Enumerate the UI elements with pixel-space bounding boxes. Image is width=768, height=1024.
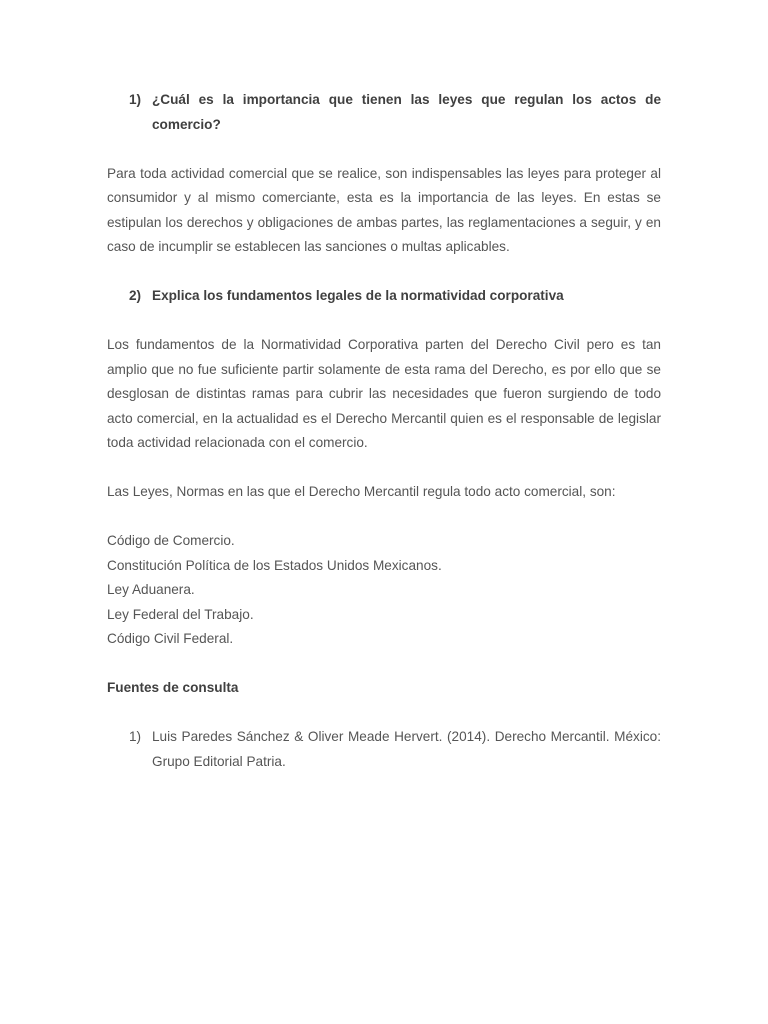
law-item: Ley Federal del Trabajo. [107,606,254,622]
question-2-text: Explica los fundamentos legales de la normatividad corporativa [152,288,564,303]
question-2 [107,284,661,309]
law-item: Código Civil Federal. [107,631,234,646]
law-item: Constitución Política de los Estados Unidos Mexicanos. [107,557,442,573]
question-1-number: 1) [129,92,142,107]
source-item-number: 1) [129,729,142,744]
answer-1-paragraph: Para toda actividad comercial que se realice, son indispensables las leyes para proteger al consumidor y al mismo comerciante, esta es la importancia de las leyes. En estas se estipulan los derechos y obligaciones de ambas partes, las reglamentaciones a seguir, y en caso de incumplir se establecen las sanciones o multas aplicables. [107,165,661,254]
question-1 [107,88,661,137]
laws-list [107,529,661,652]
laws-intro: Las Leyes, Normas en las que el Derecho Mercantil regula todo acto comercial, son: [107,484,616,499]
question-1-text: ¿Cuál es la importancia que tienen las leyes que regulan los actos de comercio? [152,92,661,132]
question-2-number: 2) [129,288,142,303]
sources-heading: Fuentes de consulta [107,680,239,695]
source-item-text: Luis Paredes Sánchez & Oliver Meade Hervert. (2014). Derecho Mercantil. México: Grupo Editorial Patria. [152,729,661,769]
document-page [107,88,661,774]
source-item [107,725,661,774]
law-item: Código de Comercio. [107,533,235,548]
law-item: Ley Aduanera. [107,582,195,597]
answer-2-paragraph: Los fundamentos de la Normatividad Corporativa parten del Derecho Civil pero es tan amplio que no fue suficiente partir solamente de esta rama del Derecho, es por ello que se desglosan de distintas ramas para cubrir las necesidades que fueron surgiendo de todo acto comercial, en la actualidad es el Derecho Mercantil quien es el responsable de legislar toda actividad relacionada con el comercio. [107,337,661,450]
